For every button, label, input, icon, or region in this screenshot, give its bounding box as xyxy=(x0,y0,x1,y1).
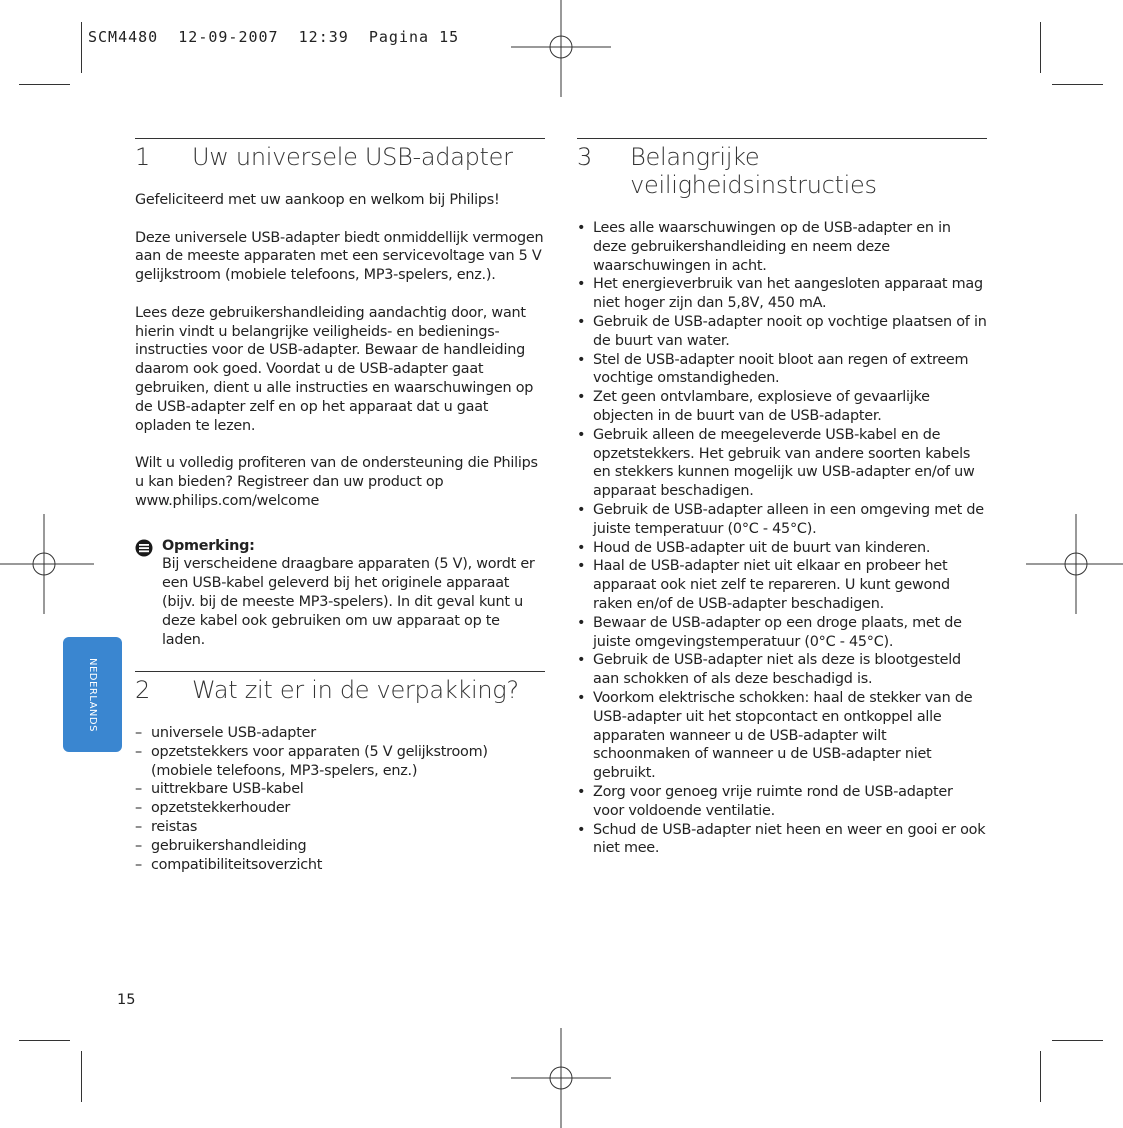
contents-list xyxy=(135,724,545,874)
list-item: • Houd de USB-adapter uit de buurt van kinderen. xyxy=(577,539,987,558)
list-item: • Schud de USB-adapter niet heen en weer en gooi er ook niet mee. xyxy=(577,821,987,859)
list-item: – opzetstekkerhouder xyxy=(135,799,545,818)
list-item: • Gebruik de USB-adapter alleen in een omgeving met de juiste temperatuur (0°C - 45°C). xyxy=(577,501,987,539)
list-item: – gebruikershandleiding xyxy=(135,837,545,856)
crop-mark xyxy=(1040,1051,1041,1102)
list-item: – uittrekbare USB-kabel xyxy=(135,780,545,799)
section-number: 1 xyxy=(135,143,150,171)
note-box xyxy=(135,537,545,650)
list-item: – reistas xyxy=(135,818,545,837)
crop-mark xyxy=(1052,1040,1103,1041)
crop-mark xyxy=(1052,84,1103,85)
list-item: • Stel de USB-adapter nooit bloot aan regen of extreem vochtige omstandigheden. xyxy=(577,351,987,389)
registration-mark-left xyxy=(0,514,94,614)
paragraph: Deze universele USB-adapter biedt onmiddellijk vermogen aan de meeste apparaten met een servicevoltage van 5 V gelijkstroom (mobiele telefoons, MP3-spelers, enz.). xyxy=(135,229,544,284)
section-heading xyxy=(135,143,545,171)
section-2 xyxy=(135,671,545,874)
section-heading xyxy=(135,676,545,704)
safety-list xyxy=(577,219,987,858)
section-number: 2 xyxy=(135,676,150,704)
section-title: Belangrijke veiligheidsinstructies xyxy=(630,143,877,199)
page-number: 15 xyxy=(117,992,136,1008)
paragraph: Lees deze gebruikershandleiding aandachtig door, want hierin vindt u belangrijke veiligheids- en bedienings-instructies voor de USB-adapter. Bewaar de handleiding daarom ook goed. Voordat u de USB-adapter gaat gebruiken, dient u alle instructies en waarschuwingen op de USB-adapter zelf en op het apparaat dat u gaat opladen te lezen. xyxy=(135,304,534,434)
section-3 xyxy=(577,138,987,858)
section-rule xyxy=(577,138,987,139)
section-1 xyxy=(135,138,545,649)
list-item: – universele USB-adapter xyxy=(135,724,545,743)
list-item: – compatibiliteitsoverzicht xyxy=(135,856,545,875)
section-body xyxy=(135,191,545,649)
list-item: • Gebruik de USB-adapter nooit op vochtige plaatsen of in de buurt van water. xyxy=(577,313,987,351)
paragraph: Wilt u volledig profiteren van de ondersteuning die Philips u kan bieden? Registreer dan uw product op www.philips.com/welcome xyxy=(135,455,538,509)
note-content xyxy=(162,537,545,650)
note-text: Bij verscheidene draagbare apparaten (5 V), wordt er een USB-kabel geleverd bij het originele apparaat (bijv. bij de meeste MP3-spelers). In dit geval kunt u deze kabel ook gebruiken om uw apparaat op te laden. xyxy=(162,556,535,648)
list-item: • Bewaar de USB-adapter op een droge plaats, met de juiste omgevingstemperatuur (0°C - 45°C). xyxy=(577,614,987,652)
note-icon xyxy=(135,539,153,557)
list-item: – opzetstekkers voor apparaten (5 V gelijkstroom) (mobiele telefoons, MP3-spelers, enz.) xyxy=(135,743,545,781)
list-item: • Haal de USB-adapter niet uit elkaar en probeer het apparaat ook niet zelf te repareren. U kunt gewond raken en/of de USB-adapter beschadigen. xyxy=(577,557,987,613)
section-number: 3 xyxy=(577,143,592,171)
list-item: • Gebruik de USB-adapter niet als deze is blootgesteld aan schokken of als deze beschadigd is. xyxy=(577,651,987,689)
language-tab-label: NEDERLANDS xyxy=(87,657,98,732)
crop-mark xyxy=(19,84,70,85)
printer-slug: SCM4480 12-09-2007 12:39 Pagina 15 xyxy=(88,28,460,46)
list-item: • Zet geen ontvlambare, explosieve of gevaarlijke objecten in de buurt van de USB-adapter. xyxy=(577,388,987,426)
list-item: • Voorkom elektrische schokken: haal de stekker van de USB-adapter uit het stopcontact en ontkoppel alle apparaten wanneer u de USB-adapter wilt schoonmaken of wanneer u de USB-adapter niet gebruikt. xyxy=(577,689,987,783)
section-title: Uw universele USB-adapter xyxy=(192,143,513,171)
registration-mark-right xyxy=(1026,514,1123,614)
list-item: • Het energieverbruik van het aangesloten apparaat mag niet hoger zijn dan 5,8V, 450 mA. xyxy=(577,275,987,313)
crop-mark xyxy=(81,22,82,73)
list-item: • Zorg voor genoeg vrije ruimte rond de USB-adapter voor voldoende ventilatie. xyxy=(577,783,987,821)
crop-mark xyxy=(1040,22,1041,73)
crop-mark xyxy=(81,1051,82,1102)
paragraph: Gefeliciteerd met uw aankoop en welkom bij Philips! xyxy=(135,192,500,208)
section-rule xyxy=(135,671,545,672)
section-heading xyxy=(577,143,987,199)
registration-mark-bottom xyxy=(511,1028,611,1128)
list-item: • Lees alle waarschuwingen op de USB-adapter en in deze gebruikershandleiding en neem deze waarschuwingen in acht. xyxy=(577,219,987,275)
section-title: Wat zit er in de verpakking? xyxy=(192,676,519,704)
section-rule xyxy=(135,138,545,139)
crop-mark xyxy=(19,1040,70,1041)
registration-mark-top xyxy=(511,0,611,97)
list-item: • Gebruik alleen de meegeleverde USB-kabel en de opzetstekkers. Het gebruik van andere soorten kabels en stekkers kunnen mogelijk uw USB-adapter en/of uw apparaat beschadigen. xyxy=(577,426,987,501)
language-tab-label-wrap xyxy=(63,637,122,752)
note-title: Opmerking: xyxy=(162,537,255,554)
